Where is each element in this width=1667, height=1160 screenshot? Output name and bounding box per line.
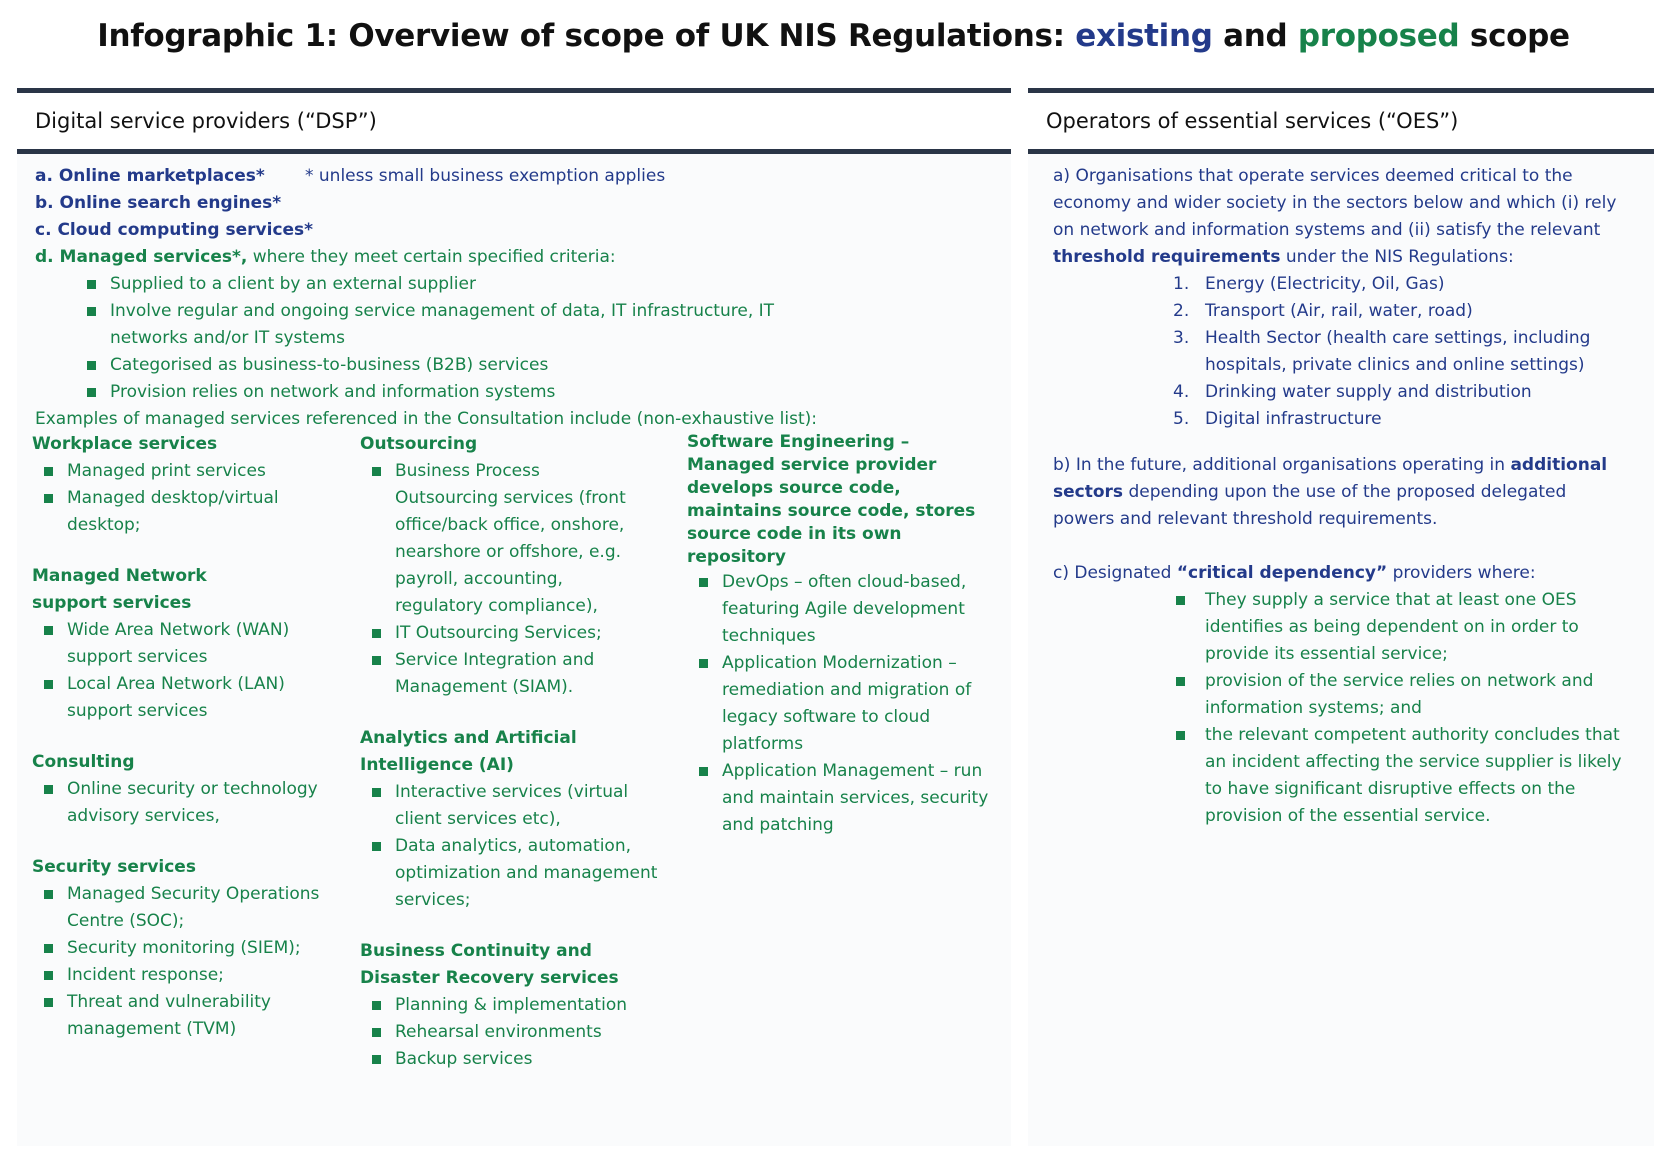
sector-text: Transport (Air, rail, water, road) — [1205, 301, 1473, 321]
group-items — [360, 458, 660, 701]
list-item: Service Integration and Management (SIAM). — [360, 647, 660, 701]
list-item: Managed print services — [32, 458, 332, 485]
list-item: Rehearsal environments — [360, 1019, 660, 1046]
criteria-item: Categorised as business-to-business (B2B) services — [35, 352, 995, 379]
criteria-item: Supplied to a client by an external supplier — [35, 271, 995, 298]
criteria-item: Involve regular and ongoing service management of data, IT infrastructure, IT networks and/or IT systems — [35, 298, 855, 352]
list-item: IT Outsourcing Services; — [360, 620, 660, 647]
oes-a-text — [1053, 163, 1638, 271]
dsp-criteria-list — [35, 271, 995, 406]
group-items — [360, 992, 660, 1073]
sector-item — [1053, 325, 1608, 379]
dsp-heading: Digital service providers (“DSP”) — [17, 88, 1011, 154]
oes-a-intro: a) Organisations that operate services deemed critical to the economy and wider society in the sectors below and which (i) rely on network and information systems and (ii) satisfy the relevant — [1053, 166, 1617, 240]
title-existing: existing — [1075, 18, 1213, 54]
group-heading: Consulting — [32, 752, 135, 772]
dsp-item-d-criteria: where they meet certain specified criteria: — [247, 247, 616, 267]
group-items — [32, 776, 332, 830]
examples-column-1 — [32, 431, 332, 1043]
list-item: the relevant competent authority concludes that an incident affecting the service supplier is likely to have significant disruptive effects on the provision of the essential service. — [1053, 722, 1643, 830]
sector-number: 5. — [1173, 409, 1190, 429]
oes-section-a — [1053, 163, 1638, 433]
sector-text: Drinking water supply and distribution — [1205, 382, 1532, 402]
oes-c-text — [1053, 560, 1643, 587]
group-items — [360, 779, 660, 914]
list-item: Application Modernization – remediation and migration of legacy software to cloud platforms — [687, 650, 992, 758]
group-items — [32, 458, 332, 539]
title-proposed: proposed — [1297, 18, 1460, 54]
list-item: Managed desktop/virtual desktop; — [32, 485, 332, 539]
list-item: DevOps – often cloud-based, featuring Agile development techniques — [687, 569, 992, 650]
oes-a-threshold: threshold requirements — [1053, 247, 1281, 267]
list-item: provision of the service relies on network and information systems; and — [1053, 668, 1598, 722]
group-heading: Business Continuity and Disaster Recovery services — [360, 941, 619, 988]
sector-text: Energy (Electricity, Oil, Gas) — [1205, 274, 1445, 294]
group-heading: Software Engineering – Managed service provider develops source code, maintains source code, stores source code in its own repository — [687, 432, 976, 567]
list-item: Managed Security Operations Centre (SOC); — [32, 881, 332, 935]
list-item: Threat and vulnerability management (TVM) — [32, 989, 332, 1043]
sector-text: Digital infrastructure — [1205, 409, 1382, 429]
group-heading: Outsourcing — [360, 434, 478, 454]
sector-item — [1053, 406, 1638, 433]
title-suffix: scope — [1459, 18, 1570, 54]
list-item: Business Process Outsourcing services (front office/back office, onshore, nearshore or offshore, e.g. payroll, accounting, regulatory compliance), — [360, 458, 640, 620]
sector-number: 4. — [1173, 382, 1190, 402]
oes-a-tail: under the NIS Regulations: — [1280, 247, 1514, 267]
sector-item — [1053, 298, 1638, 325]
dsp-item-a: a. Online marketplaces* — [35, 166, 265, 186]
page-title — [0, 18, 1667, 54]
oes-c-critical-dependency: “critical dependency” — [1176, 563, 1388, 583]
group-analytics-ai — [360, 725, 660, 914]
group-security — [32, 854, 332, 1043]
list-item: Planning & implementation — [360, 992, 660, 1019]
group-consulting — [32, 749, 332, 830]
sector-list — [1053, 271, 1638, 433]
oes-panel — [1028, 88, 1654, 1146]
sector-item — [1053, 271, 1638, 298]
sector-number: 1. — [1173, 274, 1190, 294]
dsp-panel — [17, 88, 1011, 1146]
list-item: Backup services — [360, 1046, 660, 1073]
sector-number: 2. — [1173, 301, 1190, 321]
list-item: Wide Area Network (WAN) support services — [32, 617, 332, 671]
list-item: Data analytics, automation, optimization and management services; — [360, 833, 660, 914]
sector-item — [1053, 379, 1638, 406]
oes-b-additional-sectors: additional sectors — [1053, 455, 1608, 502]
group-items — [687, 569, 992, 839]
sector-text: Health Sector (health care settings, including hospitals, private clinics and online settings) — [1205, 328, 1591, 375]
dsp-item-b: b. Online search engines* — [35, 193, 282, 213]
group-business-continuity — [360, 938, 660, 1073]
list-item: Application Management – run and maintain services, security and patching — [687, 758, 992, 839]
dsp-service-list — [35, 163, 995, 433]
group-software-engineering — [687, 431, 992, 839]
group-network — [32, 563, 332, 725]
oes-heading: Operators of essential services (“OES”) — [1028, 88, 1654, 154]
oes-b-intro: b) In the future, additional organisations operating in — [1053, 455, 1511, 475]
group-items — [32, 617, 332, 725]
oes-c-intro: c) Designated — [1053, 563, 1177, 583]
examples-column-2 — [360, 431, 660, 1073]
group-heading: Analytics and Artificial Intelligence (AI) — [360, 728, 577, 775]
oes-section-c — [1053, 560, 1643, 830]
group-heading: Workplace services — [32, 434, 218, 454]
list-item: They supply a service that at least one OES identifies as being dependent on in order to provide its essential service; — [1053, 587, 1598, 668]
list-item: Local Area Network (LAN) support services — [32, 671, 332, 725]
list-item: Incident response; — [32, 962, 332, 989]
list-item: Online security or technology advisory services, — [32, 776, 332, 830]
group-heading: Security services — [32, 857, 196, 877]
oes-b-tail: depending upon the use of the proposed delegated powers and relevant threshold requirements. — [1053, 482, 1567, 529]
dsp-item-c: c. Cloud computing services* — [35, 220, 314, 240]
oes-c-tail: providers where: — [1387, 563, 1536, 583]
examples-intro: Examples of managed services referenced in the Consultation include (non-exhaustive list): — [35, 409, 817, 429]
group-items — [32, 881, 332, 1043]
criteria-item: Provision relies on network and information systems — [35, 379, 995, 406]
list-item: Interactive services (virtual client services etc), — [360, 779, 660, 833]
dsp-item-d-label: d. Managed services*, — [35, 247, 248, 267]
list-item: Security monitoring (SIEM); — [32, 935, 332, 962]
small-business-footnote: * unless small business exemption applies — [305, 166, 666, 186]
dsp-item-d — [35, 244, 995, 271]
group-workplace — [32, 431, 332, 539]
examples-column-3 — [687, 431, 992, 839]
title-and: and — [1212, 18, 1298, 54]
title-prefix: Infographic 1: Overview of scope of UK NIS Regulations: — [97, 18, 1076, 54]
group-heading: Managed Network support services — [32, 566, 207, 613]
oes-section-b — [1053, 452, 1623, 533]
group-outsourcing — [360, 431, 660, 701]
sector-number: 3. — [1173, 328, 1190, 348]
critical-dependency-list — [1053, 587, 1643, 830]
